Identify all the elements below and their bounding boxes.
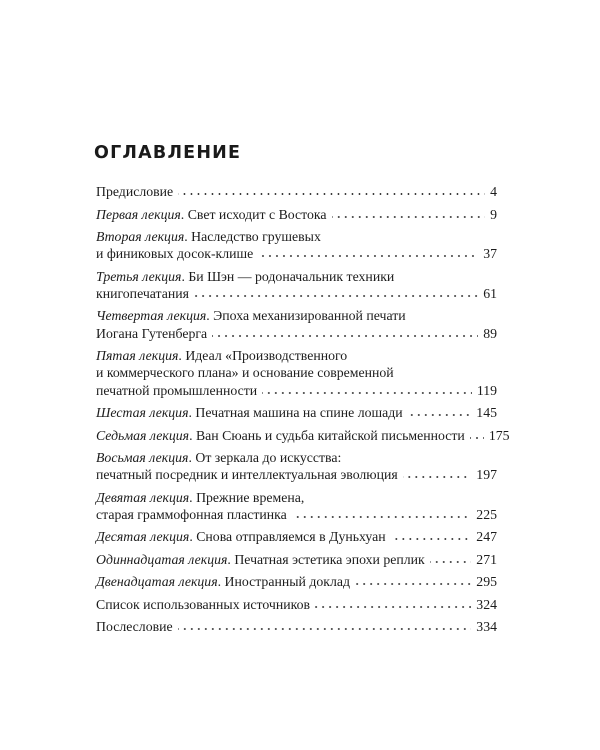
entry-title-text: . Идеал «Производственного [178, 348, 348, 364]
toc-entry-last-line [96, 573, 497, 590]
toc-entry-text [96, 285, 189, 302]
dot-leader [403, 475, 472, 479]
toc-entry-text [96, 269, 394, 284]
toc-entry-line [96, 307, 497, 324]
dot-leader [391, 537, 472, 541]
toc-entry-last-line [96, 206, 497, 223]
dot-leader [408, 413, 472, 417]
table-of-contents [96, 183, 510, 641]
toc-entry[interactable] [96, 618, 497, 635]
toc-entry-last-line [96, 382, 497, 399]
toc-entry[interactable] [96, 449, 497, 483]
toc-entry[interactable] [96, 268, 497, 302]
toc-entry-last-line [96, 596, 497, 613]
toc-entry-last-line [96, 245, 497, 262]
toc-entry-last-line [96, 528, 497, 545]
page-number: 89 [483, 325, 497, 341]
toc-entry-text [96, 618, 173, 635]
toc-entry-text [96, 245, 253, 262]
toc-entry[interactable] [96, 573, 497, 590]
toc-entry-line [96, 347, 497, 364]
toc-entry-text [96, 229, 321, 244]
entry-title-text: . Снова отправляемся в Дуньхуан [189, 529, 386, 545]
toc-entry-text [96, 528, 386, 545]
lecture-number: Девятая лекция [96, 489, 190, 505]
dot-leader [212, 334, 478, 338]
toc-entry-text [96, 490, 304, 505]
page-number: 225 [476, 506, 497, 522]
toc-entry-text [96, 183, 173, 200]
toc-entry-text [96, 506, 287, 523]
toc-entry-last-line [96, 618, 497, 635]
dot-leader [355, 582, 471, 586]
lecture-number: Восьмая лекция [96, 450, 189, 466]
page-number: 295 [476, 574, 497, 590]
toc-entry-last-line [96, 404, 497, 421]
toc-entry-last-line [96, 285, 497, 302]
page-number: 119 [476, 382, 497, 398]
page-title: ОГЛАВЛЕНИЕ [94, 143, 242, 163]
entry-title-text: . Наследство грушевых [184, 229, 321, 244]
page-number: 9 [490, 206, 497, 222]
dot-leader [315, 605, 471, 609]
toc-entry-line [96, 268, 497, 285]
page-number: 145 [476, 405, 497, 421]
entry-title-text: . Печатная машина на спине лошади [188, 405, 403, 421]
entry-title-text: Предисловие [96, 184, 174, 199]
lecture-number: Четвертая лекция [96, 308, 207, 324]
toc-entry-line [96, 228, 497, 245]
dot-leader [178, 192, 485, 196]
toc-entry-text [96, 551, 425, 568]
dot-leader [292, 515, 472, 519]
page-number: 324 [476, 596, 497, 612]
toc-entry-last-line [96, 506, 497, 523]
entry-title-text: . Прежние времена, [189, 489, 305, 505]
entry-title-text: Иогана Гутенберга [96, 325, 208, 341]
lecture-number: Третья лекция [96, 268, 182, 284]
dot-leader [178, 627, 472, 631]
toc-entry[interactable] [96, 183, 497, 200]
lecture-number: Первая лекция [96, 206, 181, 222]
lecture-number: Двенадцатая лекция [96, 574, 218, 590]
entry-title-text: печатной промышленности [96, 382, 258, 398]
toc-entry[interactable] [96, 206, 497, 223]
lecture-number: Одиннадцатая лекция [96, 551, 228, 567]
dot-leader [430, 560, 472, 564]
entry-title-text: книгопечатания [96, 285, 189, 301]
page-number: 37 [483, 246, 497, 262]
page-number: 271 [476, 551, 497, 567]
toc-entry-text [96, 348, 347, 363]
toc-entry-line [96, 449, 497, 466]
lecture-number: Десятая лекция [96, 529, 190, 545]
entry-title-text: Послесловие [96, 619, 173, 635]
toc-entry-last-line [96, 183, 497, 200]
toc-entry-last-line [96, 427, 510, 444]
entry-title-text: печатный посредник и интеллектуальная эволюция [96, 467, 398, 483]
entry-title-text: . Би Шэн — родоначальник техники [181, 268, 395, 284]
dot-leader [258, 254, 478, 258]
lecture-number: Вторая лекция [96, 229, 185, 244]
toc-entry[interactable] [96, 596, 497, 613]
entry-title-text: . Иностранный доклад [217, 574, 350, 590]
toc-entry[interactable] [96, 551, 497, 568]
toc-entry-text [96, 427, 465, 444]
page-number: 61 [483, 285, 497, 301]
toc-entry[interactable] [96, 528, 497, 545]
toc-entry-text [96, 450, 341, 465]
entry-title-text: . От зеркала до искусства: [188, 450, 342, 466]
entry-title-text: старая граммофонная пластинка [96, 506, 287, 522]
page-number: 175 [488, 427, 510, 443]
page-number: 197 [476, 467, 497, 483]
toc-entry-text [96, 325, 207, 342]
dot-leader [194, 294, 478, 298]
lecture-number: Пятая лекция [96, 348, 179, 364]
toc-entry-last-line [96, 551, 497, 568]
lecture-number: Седьмая лекция [96, 427, 190, 443]
toc-entry[interactable] [96, 427, 510, 444]
entry-title-text: и финиковых досок-клише [96, 246, 254, 262]
entry-title-text: . Печатная эстетика эпохи реплик [227, 551, 425, 567]
toc-entry[interactable] [96, 307, 497, 341]
toc-entry-text [96, 466, 398, 483]
toc-entry[interactable] [96, 347, 497, 399]
dot-leader [262, 391, 472, 395]
toc-entry-text [96, 404, 403, 421]
dot-leader [332, 215, 486, 219]
toc-entry-last-line [96, 325, 497, 342]
toc-entry-text [96, 365, 394, 380]
entry-title-text: . Свет исходит с Востока [180, 206, 327, 222]
toc-entry[interactable] [96, 489, 497, 523]
entry-title-text: . Эпоха механизированной печати [206, 308, 406, 324]
entry-title-text: . Ван Сюань и судьба китайской письменности [189, 427, 465, 443]
toc-entry-line [96, 364, 497, 381]
toc-entry-last-line [96, 466, 497, 483]
toc-entry-text [96, 308, 406, 323]
lecture-number: Шестая лекция [96, 405, 189, 421]
toc-entry[interactable] [96, 228, 497, 262]
toc-entry-text [96, 596, 310, 613]
page-number: 334 [476, 619, 497, 635]
entry-title-text: и коммерческого плана» и основание современной [96, 365, 394, 381]
entry-title-text: Список использованных источников [96, 596, 311, 612]
page-number: 247 [476, 529, 497, 545]
toc-entry-text [96, 206, 327, 223]
dot-leader [470, 436, 484, 440]
toc-entry-text [96, 573, 350, 590]
toc-entry[interactable] [96, 404, 497, 421]
toc-entry-line [96, 489, 497, 506]
toc-entry-text [96, 382, 257, 399]
page-number: 4 [490, 184, 497, 199]
